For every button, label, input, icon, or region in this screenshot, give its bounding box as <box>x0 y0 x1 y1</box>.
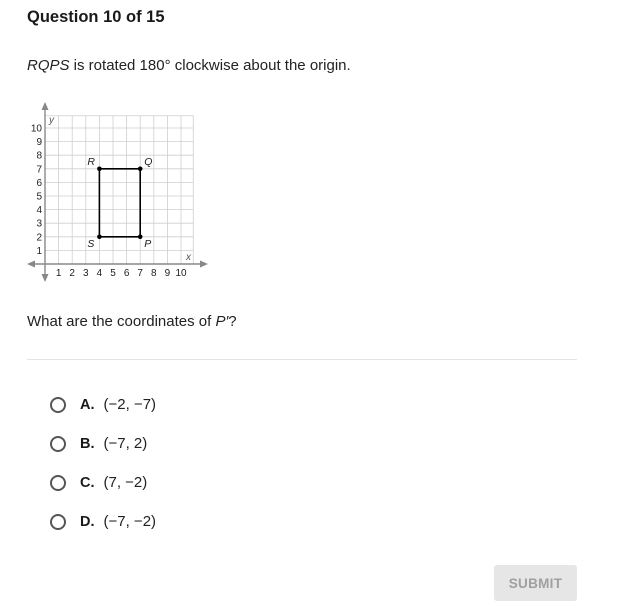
choice-a[interactable] <box>50 385 156 424</box>
prompt-text: is rotated 180° clockwise about the origin. <box>69 57 351 74</box>
y-tick-label: 1 <box>36 245 42 257</box>
x-tick-label: 2 <box>69 268 75 279</box>
y-axis-arrow-down <box>42 274 49 282</box>
rectangle-outline <box>99 169 140 237</box>
y-tick-label: 10 <box>30 123 42 135</box>
question-mark: ? <box>228 313 237 330</box>
choice-d[interactable] <box>50 502 156 541</box>
tick-labels <box>31 115 192 279</box>
radio-icon[interactable] <box>50 514 66 530</box>
choice-text: (−7, −2) <box>103 513 157 530</box>
submit-button[interactable]: SUBMIT <box>494 565 577 601</box>
choice-c[interactable] <box>50 463 156 502</box>
vertex-label: R <box>87 155 95 168</box>
grid-lines <box>45 116 193 264</box>
x-tick-label: 4 <box>96 268 103 279</box>
question-header: Question 10 of 15 <box>27 8 165 26</box>
x-tick-label: 9 <box>164 268 171 279</box>
y-tick-label: 5 <box>36 191 42 203</box>
coordinates-question <box>27 313 237 330</box>
vertex-label: P <box>144 237 152 250</box>
radio-icon[interactable] <box>50 436 66 452</box>
y-tick-label: 2 <box>36 232 42 244</box>
x-tick-label: 1 <box>55 268 62 279</box>
x-axis-arrow-left <box>27 261 35 268</box>
vertex-point <box>97 235 102 240</box>
coordinate-graph <box>25 102 210 282</box>
x-tick-label: 8 <box>151 268 157 279</box>
x-tick-label: 5 <box>110 268 116 279</box>
y-tick-label: 8 <box>36 150 42 162</box>
choice-letter: B. <box>80 435 95 452</box>
x-tick-label: 10 <box>175 268 187 279</box>
choice-text: (−7, 2) <box>103 435 148 452</box>
vertex-point <box>97 167 102 172</box>
rectangle-rqps <box>87 156 152 250</box>
y-tick-label: 7 <box>36 164 42 176</box>
vertex-point <box>138 235 143 240</box>
choice-text: (7, −2) <box>103 474 148 491</box>
choice-letter: A. <box>80 396 95 413</box>
x-axis-arrow-right <box>200 261 208 268</box>
vertex-label: Q <box>144 155 153 168</box>
question-text: What are the coordinates of <box>27 313 216 330</box>
y-tick-label: 6 <box>36 177 42 189</box>
x-tick-label: 7 <box>137 268 143 279</box>
divider <box>27 359 577 360</box>
choice-text: (−2, −7) <box>103 396 157 413</box>
grid-border <box>45 116 193 264</box>
radio-icon[interactable] <box>50 475 66 491</box>
choice-letter: C. <box>80 474 95 491</box>
y-tick-label: 3 <box>36 218 42 230</box>
vertex-point <box>138 167 143 172</box>
x-axis-label: x <box>186 252 191 263</box>
x-tick-label: 3 <box>83 268 89 279</box>
question-prompt <box>27 57 351 74</box>
choice-b[interactable] <box>50 424 156 463</box>
y-tick-label: 4 <box>36 205 42 217</box>
point-name: P′ <box>215 313 229 330</box>
x-tick-label: 6 <box>123 268 130 279</box>
y-axis-label: y <box>49 115 54 126</box>
answer-choices <box>50 385 156 541</box>
shape-name: RQPS <box>27 57 70 74</box>
vertex-label: S <box>87 237 95 250</box>
y-tick-label: 9 <box>36 137 42 149</box>
radio-icon[interactable] <box>50 397 66 413</box>
choice-letter: D. <box>80 513 95 530</box>
y-axis-arrow-up <box>42 102 49 110</box>
